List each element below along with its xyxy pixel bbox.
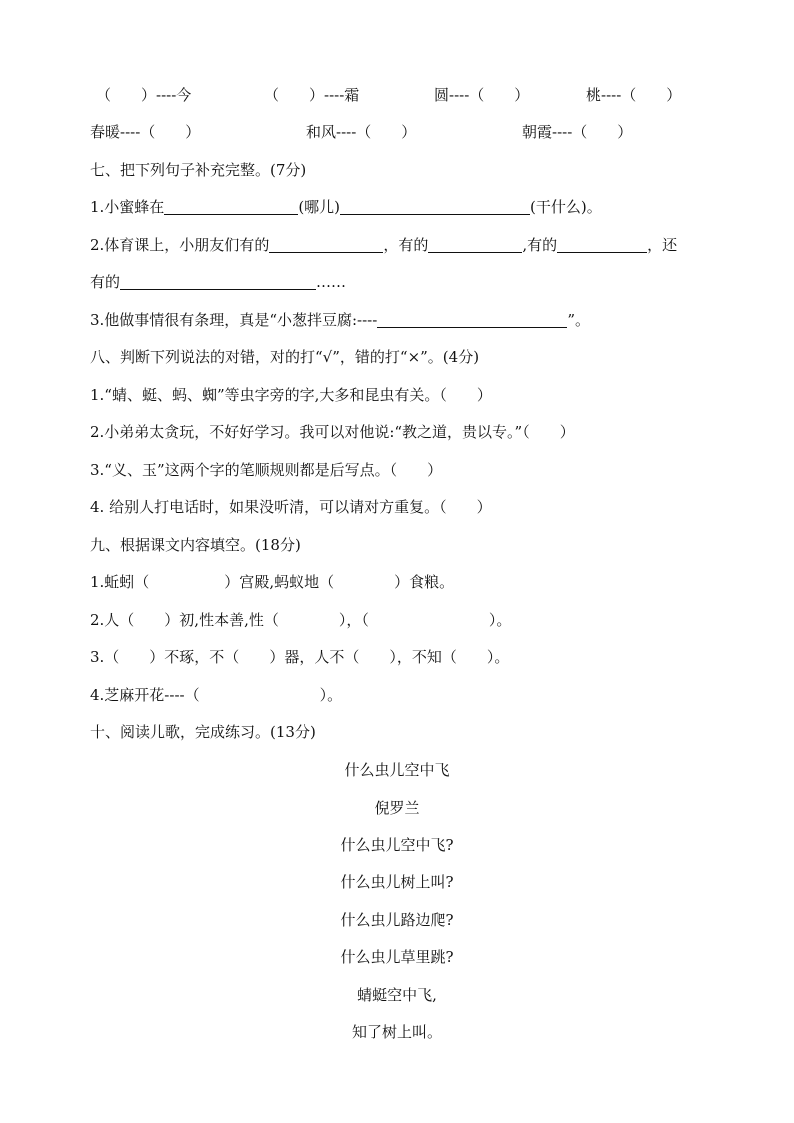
poem-line: 知了树上叫。 — [351, 1023, 442, 1041]
poem-line: 蜻蜓空中飞, — [357, 986, 437, 1004]
question-8-4: 4. 给别人打电话时，如果没听清，可以请对方重复。（ ） — [90, 498, 492, 516]
answer-blank[interactable] — [120, 273, 316, 290]
match-item: （ ）----今 — [96, 86, 192, 104]
poem-line: 什么虫儿树上叫? — [340, 873, 454, 891]
question-8-1: 1.“蜻、蜓、蚂、蜘”等虫字旁的字,大多和昆虫有关。（ ） — [90, 386, 492, 404]
answer-blank[interactable] — [164, 198, 298, 215]
question-9-3: 3.（ ）不琢，不（ ）器，人不（ ），不知（ ）。 — [90, 648, 510, 666]
question-text: 有的 — [90, 273, 121, 291]
poem-line: 什么虫儿草里跳? — [340, 948, 454, 966]
poem-line: 什么虫儿路边爬? — [340, 911, 454, 929]
match-item: （ ）----霜 — [264, 86, 360, 104]
section-title: 九、根据课文内容填空。(18分) — [90, 536, 301, 554]
answer-blank[interactable] — [340, 198, 530, 215]
question-7-3 — [90, 309, 590, 331]
match-item: 春暖----（ ） — [90, 123, 201, 141]
question-text: (哪儿) — [298, 198, 341, 216]
question-9-1: 1.蚯蚓（ ）宫殿,蚂蚁地（ ）食粮。 — [90, 573, 455, 591]
question-8-2: 2.小弟弟太贪玩，不好好学习。我可以对他说:“教之道，贵以专。”（ ） — [90, 423, 575, 441]
question-9-2: 2.人（ ）初,性本善,性（ ），（ ）。 — [90, 611, 512, 629]
question-text: 3.他做事情很有条理，真是“小葱拌豆腐:---- — [90, 311, 378, 329]
question-text: …… — [316, 273, 347, 291]
match-item: 和风----（ ） — [306, 123, 417, 141]
answer-blank[interactable] — [428, 236, 522, 253]
question-8-3: 3.“义、玉”这两个字的笔顺规则都是后写点。（ ） — [90, 461, 443, 479]
question-7-1 — [90, 196, 602, 218]
match-item: 朝霞----（ ） — [522, 123, 633, 141]
question-text: ,有的 — [522, 236, 558, 254]
question-7-2 — [90, 234, 677, 256]
question-text: ，有的 — [383, 236, 429, 254]
answer-blank[interactable] — [557, 236, 647, 253]
question-text: ”。 — [567, 311, 590, 329]
question-text: 1.小蜜蜂在 — [90, 198, 165, 216]
match-item: 桃----（ ） — [586, 86, 682, 104]
question-text: (干什么)。 — [530, 198, 602, 216]
answer-blank[interactable] — [377, 311, 567, 328]
poem-title: 什么虫儿空中飞 — [344, 761, 450, 779]
answer-blank[interactable] — [269, 236, 383, 253]
question-7-2-cont — [90, 271, 346, 293]
match-item: 圆----（ ） — [434, 86, 530, 104]
question-9-4: 4.芝麻开花----（ ）。 — [90, 686, 343, 704]
poem-author: 倪罗兰 — [374, 799, 420, 817]
section-title: 七、把下列句子补充完整。(7分) — [90, 161, 307, 179]
question-text: 2.体育课上，小朋友们有的 — [90, 236, 270, 254]
question-text: ，还 — [647, 236, 678, 254]
poem-line: 什么虫儿空中飞? — [340, 836, 454, 854]
section-title: 八、判断下列说法的对错，对的打“√”，错的打“×”。(4分) — [90, 348, 480, 366]
section-title: 十、阅读儿歌，完成练习。(13分) — [90, 723, 316, 741]
